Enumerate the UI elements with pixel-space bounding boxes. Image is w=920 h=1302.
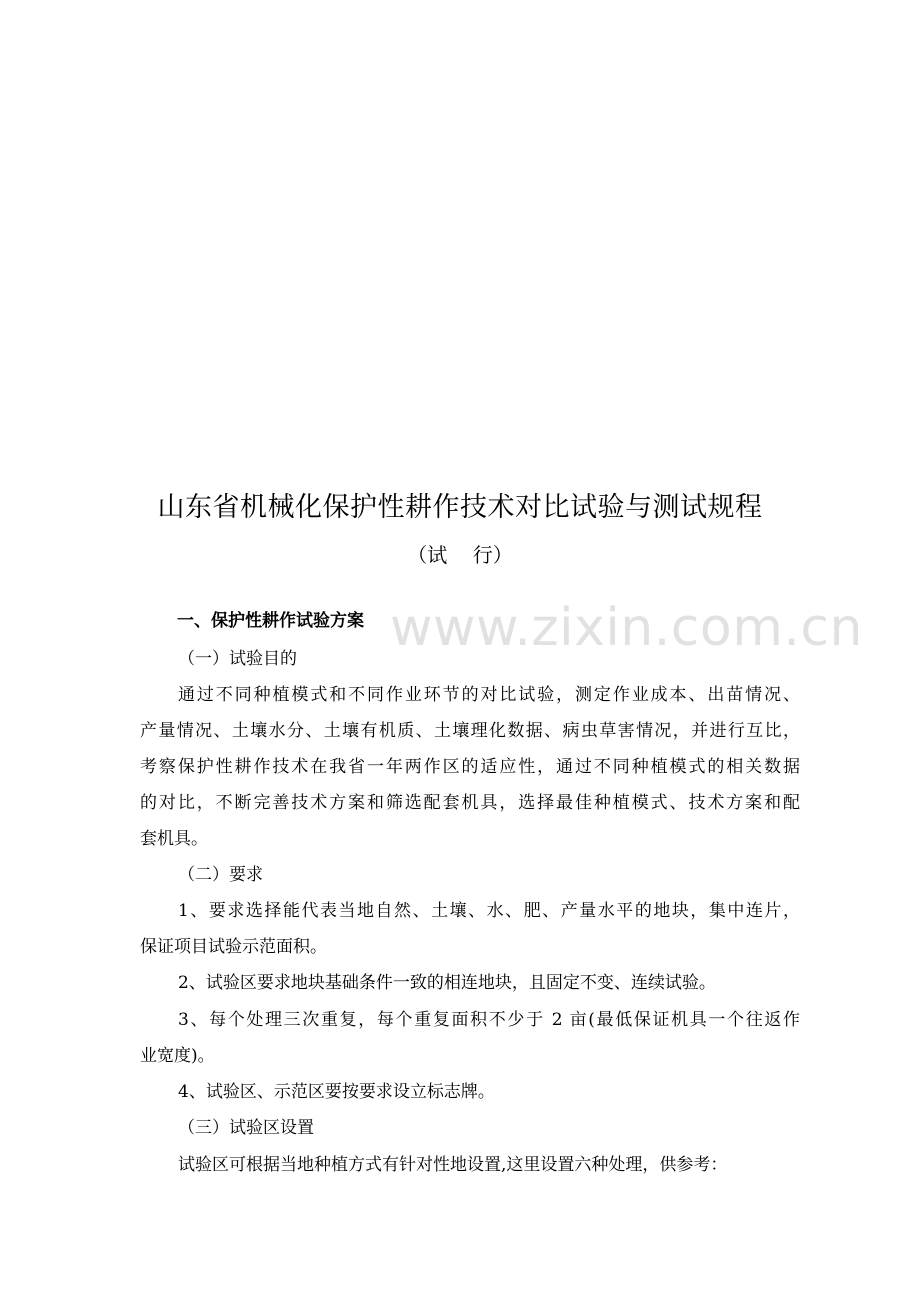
section-heading: 一、保护性耕作试验方案 (177, 611, 364, 631)
paragraph-line: 套机具。 (140, 829, 208, 849)
list-item-line: 2、试验区要求地块基础条件一致的相连地块，且固定不变、连续试验。 (178, 973, 716, 993)
list-item-line: 4、试验区、示范区要按要求设立标志牌。 (178, 1082, 495, 1102)
paragraph-line: 考察保护性耕作技术在我省一年两作区的适应性，通过不同种植模式的相关数据 (140, 757, 800, 777)
paragraph-line: 的对比，不断完善技术方案和筛选配套机具，选择最佳种植模式、技术方案和配 (140, 793, 800, 813)
document-subtitle: （试 行） (407, 543, 513, 567)
paragraph-line: 试验区可根据当地种植方式有针对性地设置,这里设置六种处理，供参考： (178, 1155, 728, 1175)
list-item-line: 保证项目试验示范面积。 (140, 937, 327, 957)
list-item-line: 3、每个处理三次重复，每个重复面积不少于 2 亩(最低保证机具一个往返作 (178, 1010, 800, 1030)
subsection-heading-purpose: （一）试验目的 (178, 649, 297, 669)
list-item-line: 业宽度)。 (140, 1046, 215, 1066)
subsection-heading-test-area: （三）试验区设置 (178, 1118, 314, 1138)
document-title: 山东省机械化保护性耕作技术对比试验与测试规程 (157, 492, 763, 523)
list-item-line: 1、要求选择能代表当地自然、土壤、水、肥、产量水平的地块，集中连片， (178, 901, 800, 921)
paragraph-line: 通过不同种植模式和不同作业环节的对比试验，测定作业成本、出苗情况、 (178, 685, 800, 705)
subsection-heading-requirements: （二）要求 (178, 865, 263, 885)
watermark: www.zixin.com.cn (390, 598, 863, 658)
paragraph-line: 产量情况、土壤水分、土壤有机质、土壤理化数据、病虫草害情况，并进行互比， (140, 721, 800, 741)
